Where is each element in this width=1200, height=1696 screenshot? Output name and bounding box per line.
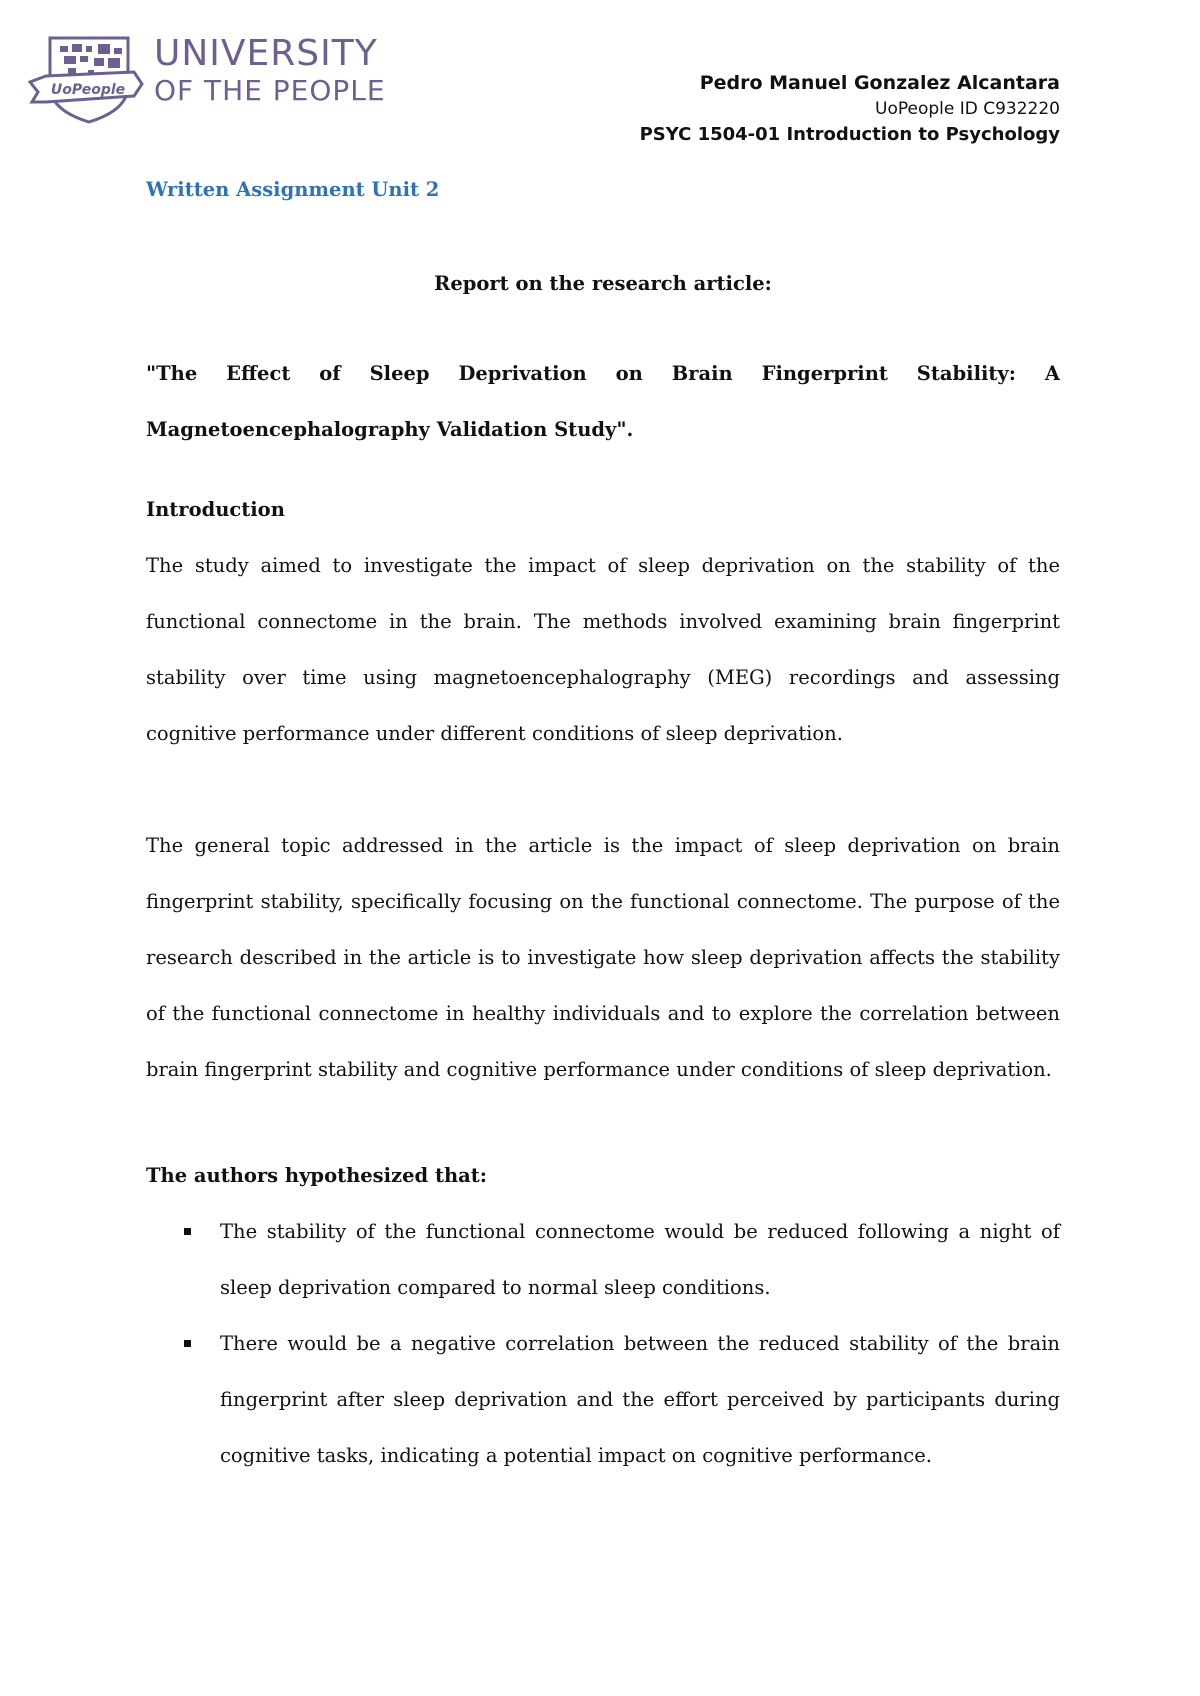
hypothesis-list <box>146 1204 1060 1484</box>
student-id: UoPeople ID C932220 <box>875 99 1060 119</box>
list-item <box>146 1204 1060 1316</box>
assignment-title: Written Assignment Unit 2 <box>146 178 440 201</box>
introduction-paragraph-1: The study aimed to investigate the impact of sleep deprivation on the stability of the functional connectome in the brain. The methods involved examining brain fingerprint stability over time using magnetoencephalography (MEG) recordings and assessing cognitive performance under different conditions of sleep deprivation. <box>146 554 1060 745</box>
hypothesis-heading: The authors hypothesized that: <box>146 1164 487 1187</box>
course-name: PSYC 1504-01 Introduction to Psychology <box>639 124 1060 145</box>
introduction-heading: Introduction <box>146 498 285 521</box>
list-item <box>146 1316 1060 1484</box>
square-bullet-icon <box>184 1340 191 1347</box>
report-label: Report on the research article: <box>434 272 772 295</box>
logo-line-university: UNIVERSITY <box>154 33 378 74</box>
introduction-paragraph-2: The general topic addressed in the article is the impact of sleep deprivation on brain fingerprint stability, specifically focusing on the functional connectome. The purpose of the research described in the article is to investigate how sleep deprivation affects the stability of the functional connectome in healthy individuals and to explore the correlation between brain fingerprint stability and cognitive performance under conditions of sleep deprivation. <box>146 834 1060 1081</box>
article-title: "The Effect of Sleep Deprivation on Brain Fingerprint Stability: A Magnetoencephalography Validation Study". <box>146 362 1060 441</box>
logo-wordmark <box>154 34 386 108</box>
logo-badge-text: UoPeople <box>50 82 126 98</box>
logo-line-of-the-people: OF THE PEOPLE <box>154 74 386 107</box>
document-body <box>146 176 1060 1484</box>
university-logo <box>28 28 418 124</box>
author-info <box>640 70 1060 148</box>
hypothesis-text: There would be a negative correlation between the reduced stability of the brain fingerprint after sleep deprivation and the effort perceived by participants during cognitive tasks, indicating a potential impact on cognitive performance. <box>220 1332 1060 1467</box>
square-bullet-icon <box>184 1228 191 1235</box>
uopeople-shield-icon <box>28 32 144 124</box>
hypothesis-text: The stability of the functional connectome would be reduced following a night of sleep deprivation compared to normal sleep conditions. <box>220 1220 1060 1299</box>
author-name: Pedro Manuel Gonzalez Alcantara <box>699 72 1060 94</box>
